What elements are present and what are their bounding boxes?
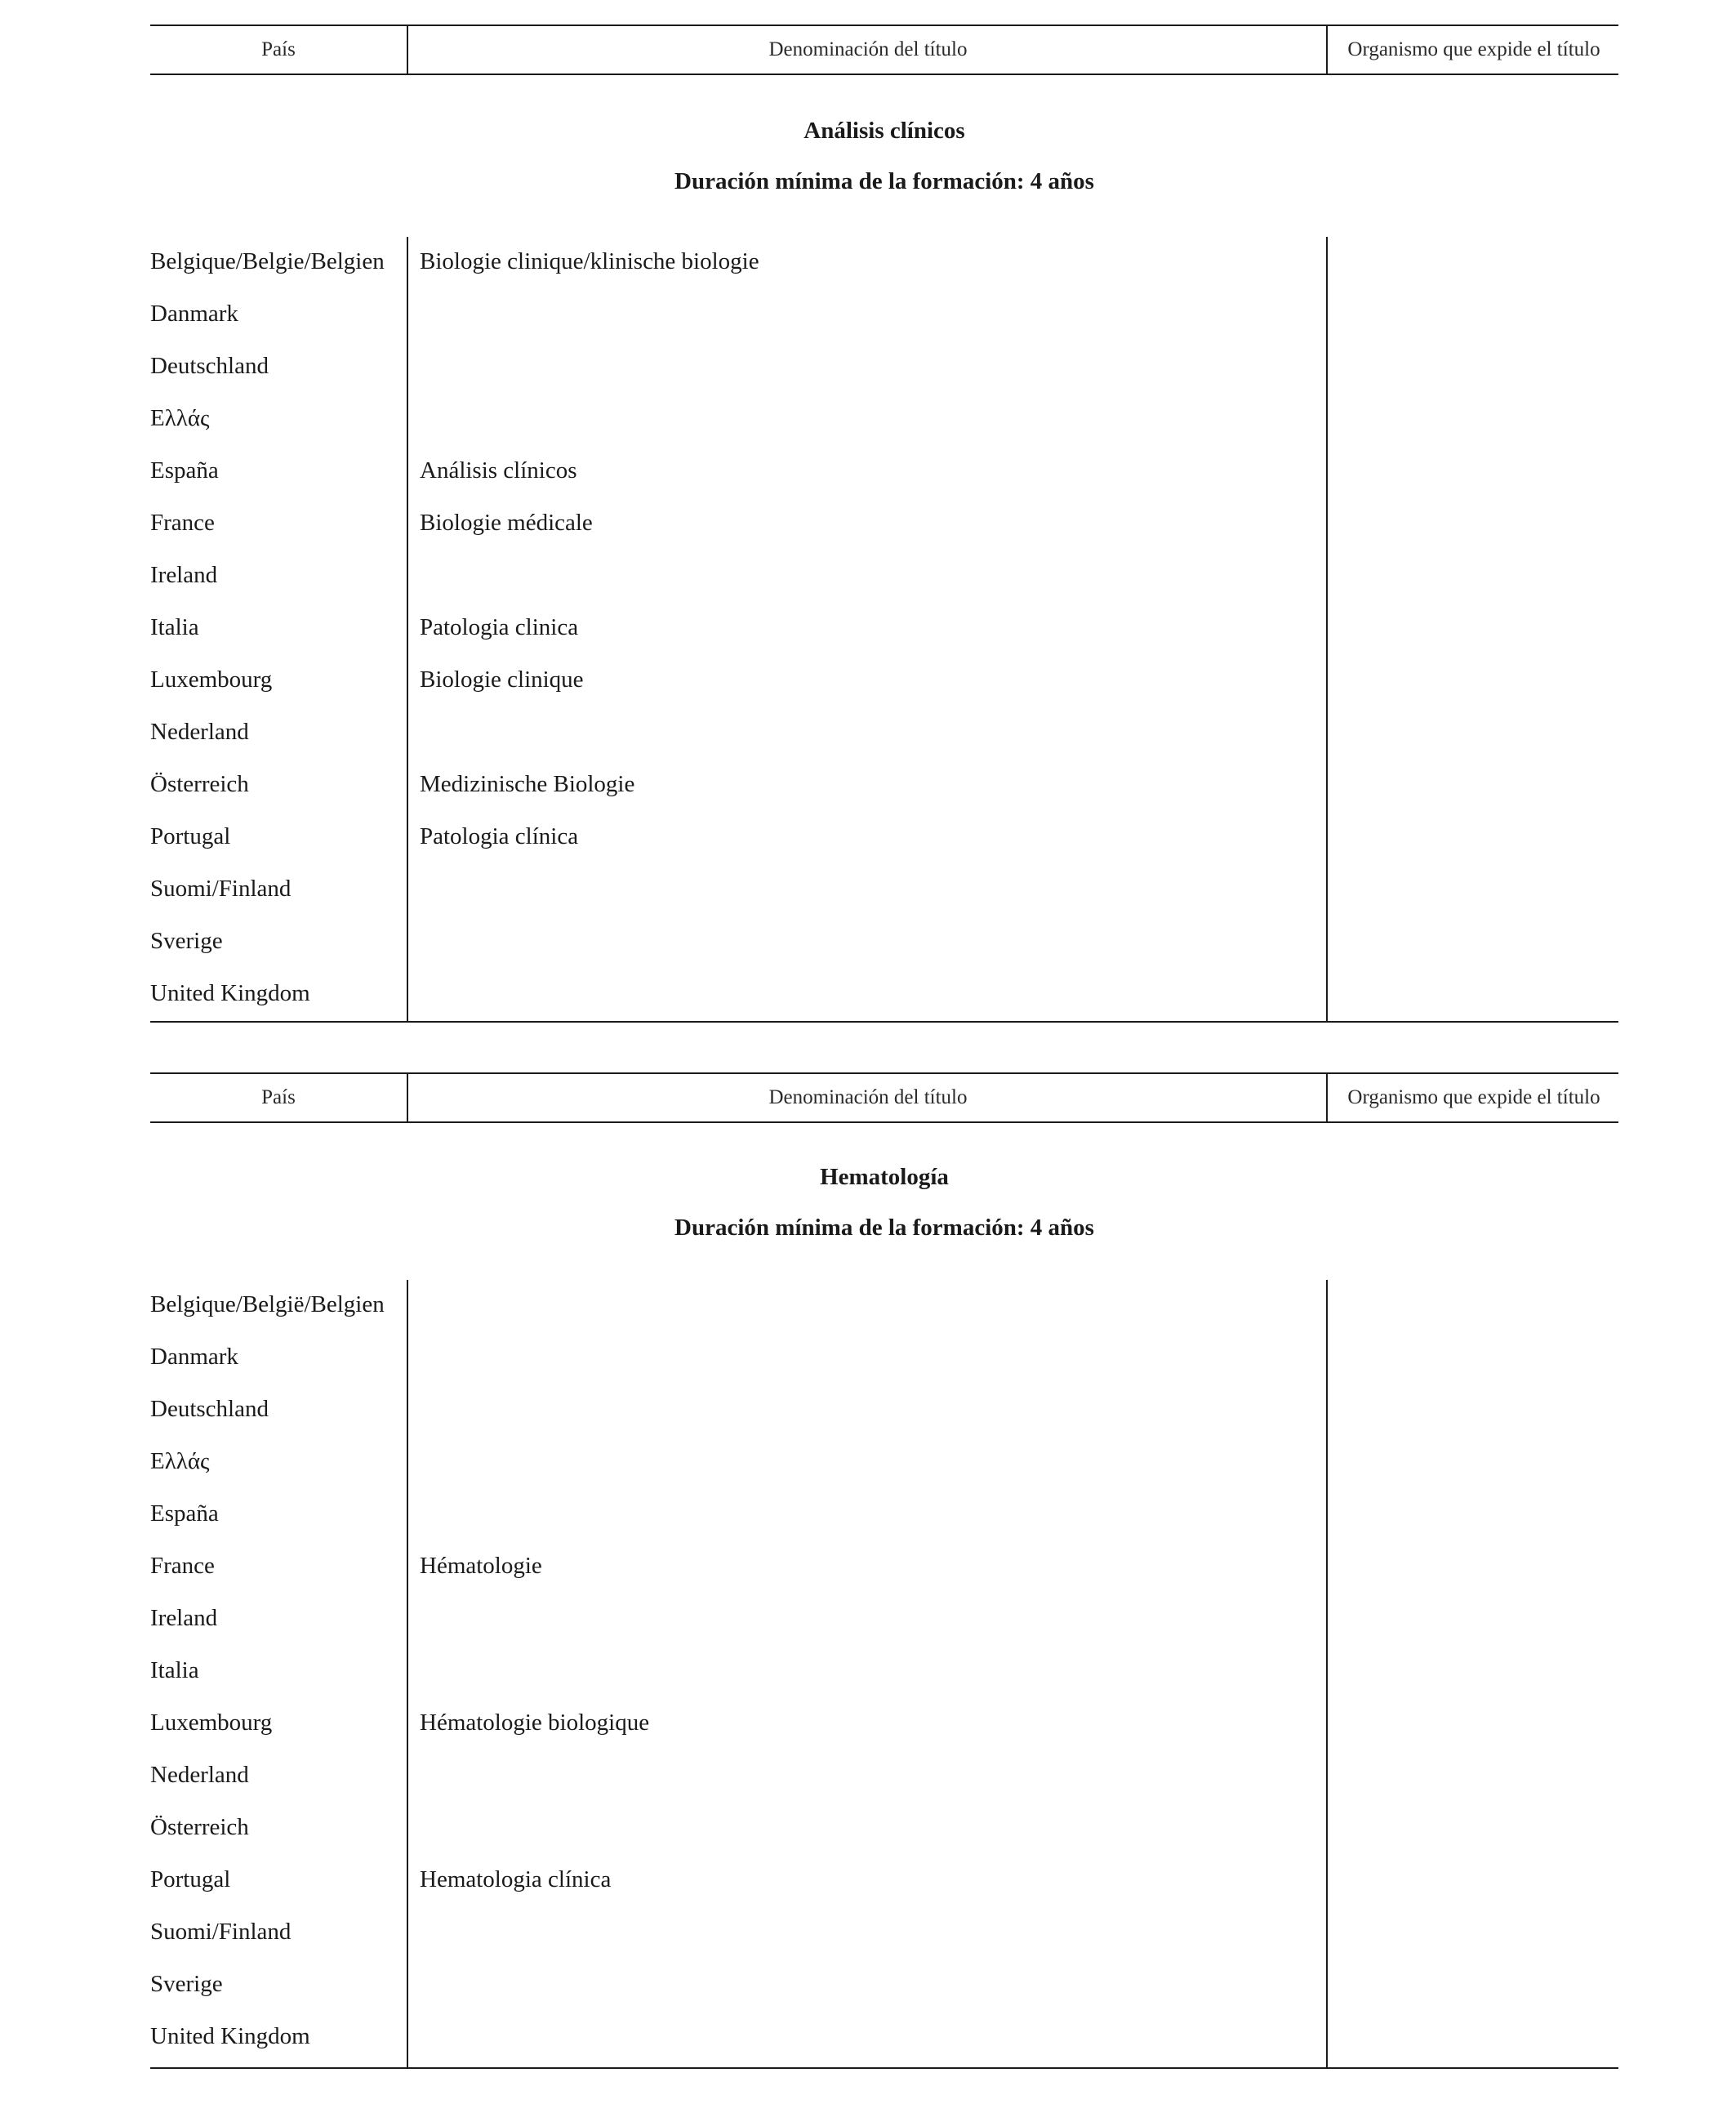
country-name: Ελλάς — [150, 1448, 210, 1474]
country-name: France — [150, 510, 215, 536]
table-row — [150, 1762, 1618, 1814]
column-header-title: Denominación del título — [407, 1074, 1328, 1121]
column-header-country: País — [261, 1086, 296, 1108]
table-row — [150, 405, 1618, 457]
table-row — [150, 1710, 1618, 1762]
country-name: France — [150, 1553, 215, 1579]
table-row — [150, 980, 1618, 1032]
country-name: Ελλάς — [150, 405, 210, 431]
country-name: España — [150, 457, 219, 484]
degree-title: Hématologie — [420, 1553, 542, 1579]
specialty-name: Hematología — [820, 1164, 949, 1190]
country-name: Danmark — [150, 1344, 238, 1370]
country-name: España — [150, 1500, 219, 1527]
table-row — [150, 2023, 1618, 2075]
column-header-title: Denominación del título — [407, 26, 1328, 74]
specialty-name: Análisis clínicos — [803, 118, 965, 144]
degree-title: Hématologie biologique — [420, 1710, 650, 1736]
degree-title: Biologie médicale — [420, 510, 593, 536]
table-row — [150, 248, 1618, 301]
table-row — [150, 823, 1618, 876]
table-row — [150, 1971, 1618, 2023]
column-header-country: País — [261, 38, 296, 60]
table-row — [150, 614, 1618, 666]
degree-title: Hematologia clínica — [420, 1866, 612, 1892]
table-row — [150, 510, 1618, 562]
degree-title: Biologie clinique — [420, 666, 584, 693]
country-name: Deutschland — [150, 1396, 269, 1422]
table-row — [150, 301, 1618, 353]
table-row — [150, 1866, 1618, 1919]
country-name: Ireland — [150, 562, 218, 588]
country-name: Ireland — [150, 1605, 218, 1631]
country-name: Belgique/Belgie/Belgien — [150, 248, 385, 274]
country-name: Portugal — [150, 1866, 231, 1892]
country-name: Suomi/Finland — [150, 876, 292, 902]
degree-title: Medizinische Biologie — [420, 771, 635, 797]
degree-title: Biologie clinique/klinische biologie — [420, 248, 759, 274]
table-row — [150, 876, 1618, 928]
table-row — [150, 1396, 1618, 1448]
table-row — [150, 666, 1618, 719]
table-header — [150, 25, 1618, 75]
country-name: Deutschland — [150, 353, 269, 379]
table-row — [150, 1291, 1618, 1344]
country-name: Sverige — [150, 1971, 223, 1997]
minimum-duration: Duración mínima de la formación: 4 años — [674, 1215, 1094, 1241]
country-name: Sverige — [150, 928, 223, 954]
column-header-issuing-body: Organismo que expide el título — [1326, 1074, 1620, 1121]
specialty-table — [150, 25, 1618, 1023]
minimum-duration: Duración mínima de la formación: 4 años — [674, 168, 1094, 194]
table-row — [150, 1344, 1618, 1396]
degree-title: Patologia clinica — [420, 614, 579, 640]
table-row — [150, 719, 1618, 771]
table-row — [150, 771, 1618, 823]
country-name: Österreich — [150, 1814, 249, 1840]
country-name: Danmark — [150, 301, 238, 327]
country-name: Österreich — [150, 771, 249, 797]
degree-title: Análisis clínicos — [420, 457, 577, 484]
country-name: Nederland — [150, 1762, 249, 1788]
table-row — [150, 457, 1618, 510]
table-body — [150, 237, 1618, 1023]
country-name: Suomi/Finland — [150, 1919, 292, 1945]
country-name: Luxembourg — [150, 1710, 273, 1736]
table-row — [150, 1448, 1618, 1500]
country-name: Portugal — [150, 823, 231, 849]
table-row — [150, 1500, 1618, 1553]
country-name: Nederland — [150, 719, 249, 745]
table-row — [150, 353, 1618, 405]
table-row — [150, 1657, 1618, 1710]
table-row — [150, 1553, 1618, 1605]
table-row — [150, 1605, 1618, 1657]
country-name: United Kingdom — [150, 2023, 310, 2049]
country-name: Italia — [150, 614, 199, 640]
table-row — [150, 562, 1618, 614]
table-row — [150, 928, 1618, 980]
table-body — [150, 1280, 1618, 2069]
degree-title: Patologia clínica — [420, 823, 579, 849]
country-name: Luxembourg — [150, 666, 273, 693]
country-name: United Kingdom — [150, 980, 310, 1006]
table-header — [150, 1072, 1618, 1123]
country-name: Italia — [150, 1657, 199, 1683]
country-name: Belgique/België/Belgien — [150, 1291, 385, 1317]
table-row — [150, 1814, 1618, 1866]
column-header-issuing-body: Organismo que expide el título — [1326, 26, 1620, 74]
table-row — [150, 1919, 1618, 1971]
specialty-table — [150, 1072, 1618, 2069]
